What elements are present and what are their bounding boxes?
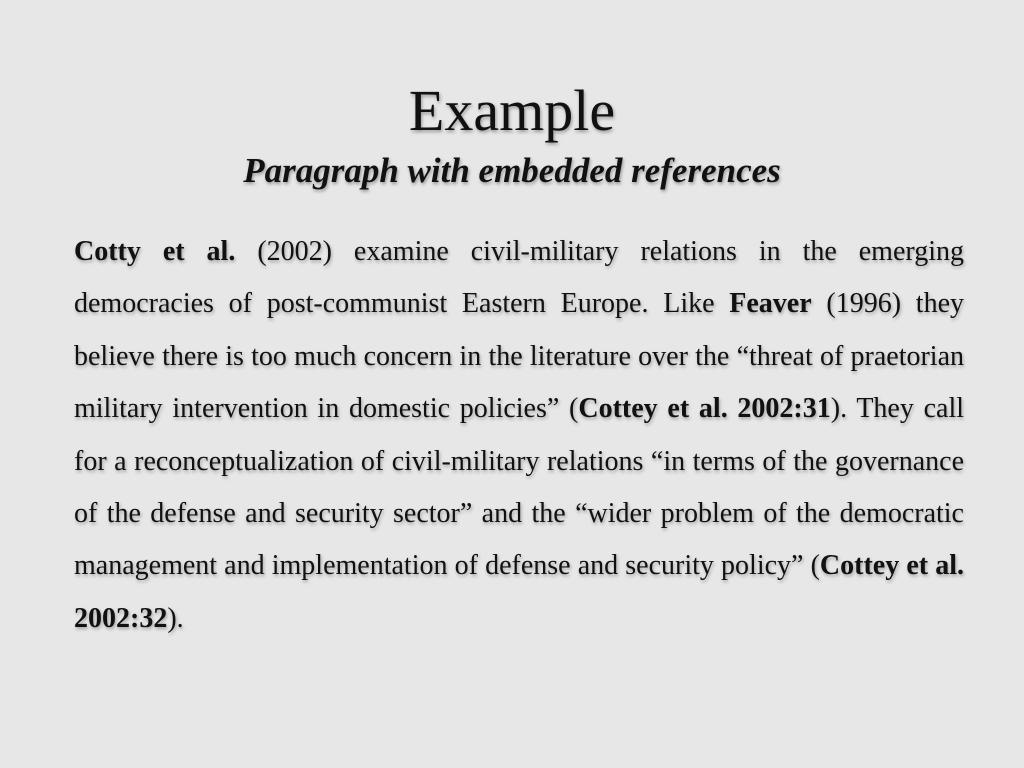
citation-cottey-31: Cottey et al. 2002:31 xyxy=(578,393,831,425)
paragraph-text-2: (1996) they believe there is too much concern in the literature over the “threat of praetorian military intervention in domestic policies” ( xyxy=(74,288,964,425)
paragraph-text-4: ). xyxy=(167,602,184,634)
paragraph-text-3: ). They call for a reconceptualization of civil-military relations “in terms of the governance of the defense and security sector” and the “wider problem of the democratic management and implementation of defense and security policy” ( xyxy=(74,393,965,582)
slide-subtitle: Paragraph with embedded references xyxy=(243,151,781,190)
body-paragraph xyxy=(74,226,964,645)
citation-cottey-32: Cottey et al. 2002:32 xyxy=(74,550,964,634)
slide-title: Example xyxy=(408,78,616,143)
citation-feaver: Feaver xyxy=(729,288,812,320)
citation-cotty: Cotty et al. xyxy=(74,236,236,267)
paragraph-text-1: (2002) examine civil-military relations in the emerging democracies of post-communist Eastern Europe. Like xyxy=(74,236,964,320)
